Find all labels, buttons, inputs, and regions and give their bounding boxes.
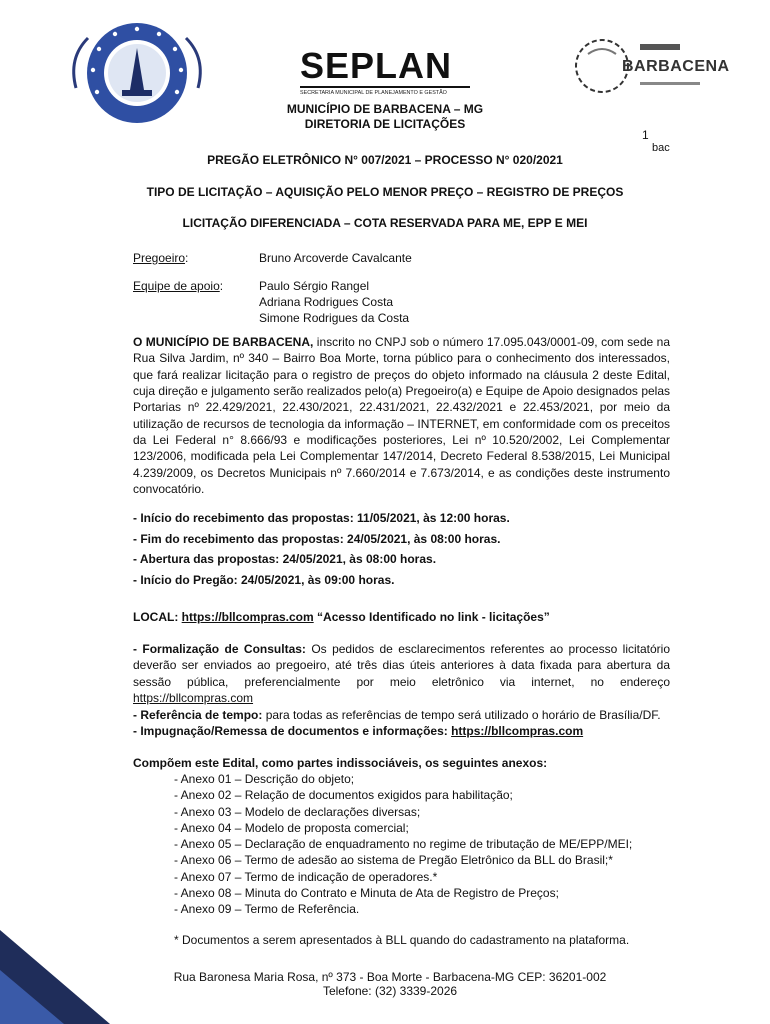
equipe-member: Simone Rodrigues da Costa: [259, 311, 410, 325]
impugnacao-label: - Impugnação/Remessa de documentos e informações:: [133, 724, 452, 738]
intro-paragraph: [133, 334, 670, 497]
consultas-link[interactable]: https://bllcompras.com: [133, 690, 254, 705]
consultas-paragraph: [133, 641, 670, 706]
tempo-body: para todas as referências de tempo será utilizado o horário de Brasília/DF.: [262, 708, 661, 722]
process-title: PREGÃO ELETRÔNICO N° 007/2021 – PROCESSO N° 020/2021: [207, 153, 563, 167]
consultas-label: - Formalização de Consultas:: [133, 642, 306, 656]
barbacena-logo: [570, 36, 730, 100]
pregoeiro-row: [133, 250, 693, 266]
tempo-label: - Referência de tempo:: [133, 708, 263, 722]
annex-item: - Anexo 07 – Termo de indicação de operadores.*: [174, 869, 438, 884]
annexes-footnote: * Documentos a serem apresentados à BLL quando do cadastramento na plataforma.: [174, 933, 630, 947]
annex-item: - Anexo 09 – Termo de Referência.: [174, 902, 360, 917]
local-line: [133, 609, 550, 625]
annex-item: - Anexo 04 – Modelo de proposta comercial;: [174, 820, 409, 835]
seplan-logo-text: SEPLAN: [300, 45, 453, 86]
intro-lead: O MUNICÍPIO DE BARBACENA,: [133, 335, 314, 349]
equipe-row: [133, 278, 693, 326]
seplan-logo: [300, 45, 470, 97]
annex-item: - Anexo 02 – Relação de documentos exigidos para habilitação;: [174, 788, 513, 803]
equipe-member: Adriana Rodrigues Costa: [259, 295, 394, 309]
page-number: 1: [642, 128, 649, 142]
equipe-colon: :: [219, 279, 224, 293]
annex-item: - Anexo 06 – Termo de adesão ao sistema de Pregão Eletrônico da BLL do Brasil;*: [174, 853, 613, 868]
equipe-label: Equipe de apoio: [133, 279, 220, 293]
barbacena-logo-text: BARBACENA: [622, 58, 730, 75]
impugnacao-link[interactable]: https://bllcompras.com: [451, 724, 584, 738]
date-item: - Início do recebimento das propostas: 11/05/2021, às 12:00 horas.: [133, 511, 510, 525]
intro-body: inscrito no CNPJ sob o número 17.095.043/0001-09, com sede na Rua Silva Jardim, nº 340 – Bairro Boa Morte, torna público para o conhecimento dos interessados, que fará realizar licitação para o registro de preços do objeto informado na cláusula 2 deste Edital, cuja direção e julgamento serão realizados pelo(a) Pregoeiro(a) e Equipe de Apoio designados pelas Portarias nº 22.429/2021, 22.430/2021, 22.431/2021, 22.432/2021 e 22.453/2021, por meio da utilização de recursos de tecnologia da informação – INTERNET, em conformidade com os preceitos da Lei Federal n° 8.666/93 e modificações posteriores, Lei nº 10.520/2002, Lei Complementar 123/2006, modificada pela Lei Complementar 147/2014, Decreto Federal 8.538/2015, Lei Municipal 4.239/2009, os Decretos Municipais nº 7.660/2014 e 7.673/2014, e as condições deste instrumento convocatório.: [133, 335, 670, 497]
seplan-logo-subtitle: SECRETARIA MUNICIPAL DE PLANEJAMENTO E GESTÃO: [300, 86, 470, 97]
annex-item: - Anexo 03 – Modelo de declarações diversas;: [174, 804, 421, 819]
consultas-body: Os pedidos de esclarecimentos referentes ao processo licitatório deverão ser enviados ao pregoeiro, até três dias úteis anteriores à data fixada para abertura da sessão pública, preferencialmente por meio eletrônico via internet, no endereço: [133, 642, 670, 689]
municipality-name: MUNICÍPIO DE BARBACENA – MG: [286, 102, 484, 116]
date-item: - Fim do recebimento das propostas: 24/05/2021, às 08:00 horas.: [133, 532, 501, 546]
tempo-line: [133, 707, 661, 723]
bidding-quota: LICITAÇÃO DIFERENCIADA – COTA RESERVADA PARA ME, EPP E MEI: [182, 216, 588, 230]
directorate-name: DIRETORIA DE LICITAÇÕES: [304, 117, 466, 131]
bidding-type: TIPO DE LICITAÇÃO – AQUISIÇÃO PELO MENOR PREÇO – REGISTRO DE PREÇOS: [146, 185, 624, 199]
corner-decoration: [0, 930, 110, 1024]
impugnacao-line: [133, 723, 583, 739]
annexes-list: [174, 771, 632, 918]
date-item: - Abertura das propostas: 24/05/2021, às 08:00 horas.: [133, 552, 437, 566]
date-item: - Início do Pregão: 24/05/2021, às 09:00 horas.: [133, 573, 395, 587]
equipe-member: Paulo Sérgio Rangel: [259, 279, 370, 293]
pregoeiro-label: Pregoeiro: [133, 251, 186, 265]
annex-item: - Anexo 08 – Minuta do Contrato e Minuta de Ata de Registro de Preços;: [174, 886, 559, 901]
annexes-heading: Compõem este Edital, como partes indissociáveis, os seguintes anexos:: [133, 756, 548, 770]
footer-phone: Telefone: (32) 3339-2026: [322, 984, 458, 998]
local-link[interactable]: https://bllcompras.com: [181, 610, 314, 624]
pregoeiro-name: Bruno Arcoverde Cavalcante: [259, 251, 412, 265]
pregoeiro-colon: :: [185, 251, 189, 265]
local-note: “Acesso Identificado no link - licitações”: [313, 610, 550, 624]
municipal-seal-logo: [62, 18, 212, 126]
annex-item: - Anexo 01 – Descrição do objeto;: [174, 772, 355, 786]
local-label: LOCAL:: [133, 610, 182, 624]
annex-item: - Anexo 05 – Declaração de enquadramento no regime de tributação de ME/EPP/MEI;: [174, 837, 633, 852]
footer-address: Rua Baronesa Maria Rosa, nº 373 - Boa Morte - Barbacena-MG CEP: 36201-002: [173, 970, 607, 984]
page-suffix: bac: [652, 142, 670, 154]
equipe-members: [259, 278, 409, 326]
